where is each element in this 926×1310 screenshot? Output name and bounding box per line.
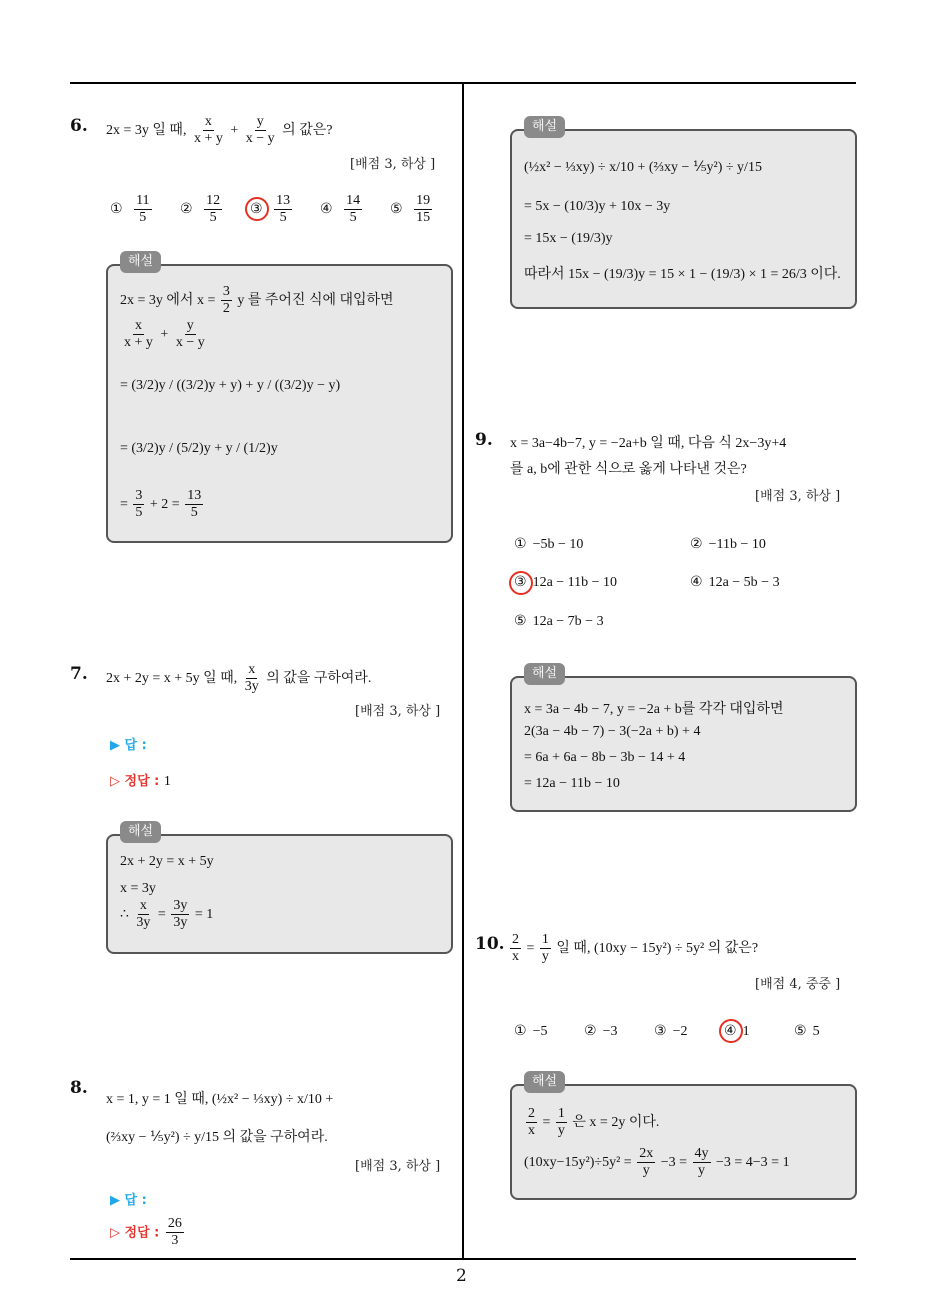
solution-line-2 bbox=[120, 318, 209, 351]
denominator: x − y bbox=[245, 131, 275, 147]
denominator: 3y bbox=[136, 915, 151, 931]
fraction bbox=[174, 318, 207, 351]
choice-marker: ③ bbox=[250, 200, 263, 217]
selected-answer-circle bbox=[509, 571, 533, 595]
choice-marker: ① bbox=[514, 1023, 527, 1039]
question-stem-line-2: (⅔xy − ⅕y²) ÷ y/15 의 값을 구하여라. bbox=[106, 1130, 328, 1145]
choice-marker: ⑤ bbox=[794, 1023, 807, 1039]
solution-line-5 bbox=[120, 488, 205, 521]
solution-line-3: = 6a + 6a − 8b − 3b − 14 + 4 bbox=[524, 750, 686, 765]
text: 은 x = 2y 이다. bbox=[572, 1114, 660, 1130]
solution-line-3 bbox=[120, 898, 213, 931]
denominator: 5 bbox=[349, 210, 357, 226]
text: + 2 = bbox=[149, 496, 180, 512]
bottom-rule bbox=[70, 1258, 856, 1260]
choice-2[interactable] bbox=[690, 536, 766, 553]
text: −3 = 4−3 = 1 bbox=[716, 1154, 790, 1170]
numerator: 2 bbox=[526, 1106, 537, 1123]
choice-marker: ① bbox=[110, 200, 123, 217]
solution-box bbox=[106, 834, 453, 954]
denominator: y bbox=[557, 1123, 565, 1139]
selected-answer-circle bbox=[245, 197, 269, 221]
choice-5[interactable] bbox=[794, 1023, 820, 1040]
choice-text: 12a − 11b − 10 bbox=[532, 575, 618, 590]
denominator: 3y bbox=[244, 679, 259, 695]
denominator: x bbox=[528, 1123, 535, 1139]
denominator: 3 bbox=[171, 1233, 179, 1249]
plus-sign: + bbox=[230, 122, 239, 138]
solution-line-4: = (3/2)y / (5/2)y + y / (1/2)y bbox=[120, 441, 278, 456]
denominator: y bbox=[541, 949, 549, 965]
numerator: 3 bbox=[221, 284, 232, 301]
denominator: x + y bbox=[193, 131, 223, 147]
equals-sign: = bbox=[526, 940, 535, 956]
numerator: x bbox=[133, 318, 144, 335]
solution-line-3: = 15x − (19/3)y bbox=[524, 231, 613, 246]
question-number: 7. bbox=[70, 664, 88, 684]
fraction bbox=[510, 932, 521, 965]
page-number: 2 bbox=[456, 1266, 467, 1286]
solution-box bbox=[510, 676, 857, 812]
numerator: 26 bbox=[166, 1216, 184, 1233]
solution-tag: 해설 bbox=[524, 116, 565, 138]
denominator: x − y bbox=[175, 335, 205, 351]
choice-text: 1 bbox=[742, 1024, 750, 1039]
choice-marker: ③ bbox=[654, 1023, 667, 1039]
fraction bbox=[244, 114, 277, 147]
stem-ask: 의 값을 구하여라. bbox=[266, 670, 372, 686]
score-meta: [배점 4, 중중 ] bbox=[755, 977, 841, 992]
choice-marker: ④ bbox=[690, 574, 703, 590]
numerator: 12 bbox=[204, 193, 222, 210]
numerator: 3 bbox=[133, 488, 144, 505]
fraction bbox=[122, 318, 155, 351]
solution-line-1: x = 3a − 4b − 7, y = −2a + b를 각각 대입하면 bbox=[524, 702, 784, 717]
fraction bbox=[637, 1146, 655, 1179]
choice-2[interactable] bbox=[584, 1023, 617, 1040]
choice-text: −5b − 10 bbox=[532, 537, 584, 552]
denominator: y bbox=[642, 1163, 650, 1179]
answer-prompt[interactable]: ▶ 답 : bbox=[110, 738, 147, 753]
numerator: 2 bbox=[510, 932, 521, 949]
solution-tag: 해설 bbox=[120, 821, 161, 843]
equals-sign: = bbox=[542, 1114, 551, 1130]
score-meta: [배점 3, 하상 ] bbox=[355, 704, 441, 719]
question-number: 9. bbox=[475, 430, 493, 450]
choice-2[interactable] bbox=[180, 193, 224, 226]
column-divider bbox=[462, 83, 464, 1259]
choice-marker: ⑤ bbox=[390, 200, 403, 217]
correct-value bbox=[166, 1216, 184, 1249]
denominator: 5 bbox=[209, 210, 217, 226]
fraction bbox=[274, 193, 292, 226]
solution-line-2: x = 3y bbox=[120, 881, 156, 896]
denominator: 5 bbox=[135, 505, 143, 521]
fraction bbox=[414, 193, 432, 226]
correct-label: ▷ 정답 : bbox=[110, 774, 160, 789]
plus-sign: + bbox=[160, 326, 169, 342]
question-stem bbox=[508, 932, 758, 965]
question-number: 10. bbox=[475, 934, 505, 954]
denominator: 5 bbox=[190, 505, 198, 521]
question-stem bbox=[106, 662, 371, 695]
question-stem-line-1: x = 1, y = 1 일 때, (½x² − ⅓xy) ÷ x/10 + bbox=[106, 1092, 334, 1107]
stem-rest: 일 때, (10xy − 15y²) ÷ 5y² 의 값은? bbox=[556, 940, 759, 956]
numerator: 13 bbox=[185, 488, 203, 505]
numerator: y bbox=[185, 318, 196, 335]
fraction bbox=[556, 1106, 567, 1139]
choice-1[interactable] bbox=[514, 536, 583, 553]
choice-marker: ① bbox=[514, 536, 527, 552]
solution-line-1 bbox=[120, 284, 394, 317]
choice-5[interactable] bbox=[390, 193, 434, 226]
question-stem-line-2: 를 a, b에 관한 식으로 옳게 나타낸 것은? bbox=[510, 462, 747, 477]
numerator: 4y bbox=[693, 1146, 711, 1163]
solution-tag: 해설 bbox=[120, 251, 161, 273]
solution-tag: 해설 bbox=[524, 1071, 565, 1093]
denominator: x bbox=[512, 949, 519, 965]
text: = 1 bbox=[194, 906, 214, 922]
choice-text: 5 bbox=[812, 1024, 820, 1039]
numerator: x bbox=[203, 114, 214, 131]
choice-text: −5 bbox=[532, 1024, 548, 1039]
choice-text: −11b − 10 bbox=[708, 537, 766, 552]
fraction bbox=[693, 1146, 711, 1179]
numerator: x bbox=[138, 898, 149, 915]
denominator: 3y bbox=[173, 915, 188, 931]
stem-condition: 2x + 2y = x + 5y 일 때, bbox=[106, 670, 238, 686]
stem-ask: 의 값은? bbox=[282, 122, 333, 138]
numerator: 19 bbox=[414, 193, 432, 210]
text: y 를 주어진 식에 대입하면 bbox=[237, 292, 394, 308]
text: = bbox=[120, 496, 128, 512]
choice-marker: ② bbox=[584, 1023, 597, 1039]
stem-condition: 2x = 3y 일 때, bbox=[106, 122, 187, 138]
solution-line-4: = 12a − 11b − 10 bbox=[524, 776, 620, 791]
denominator: 5 bbox=[279, 210, 287, 226]
solution-line-1: 2x + 2y = x + 5y bbox=[120, 854, 214, 869]
choice-text: 12a − 7b − 3 bbox=[532, 614, 604, 629]
score-meta: [배점 3, 하상 ] bbox=[350, 157, 436, 172]
text: −3 = bbox=[660, 1154, 687, 1170]
solution-box bbox=[106, 264, 453, 543]
text: (10xy−15y²)÷5y² = bbox=[524, 1154, 632, 1170]
choice-1[interactable] bbox=[514, 1023, 547, 1040]
denominator: x + y bbox=[124, 335, 153, 351]
numerator: x bbox=[246, 662, 257, 679]
question-number: 6. bbox=[70, 116, 88, 136]
fraction bbox=[243, 662, 261, 695]
solution-line-4: 따라서 15x − (19/3)y = 15 × 1 − (19/3) × 1 = 26/3 이다. bbox=[524, 267, 841, 282]
text: 2x = 3y 에서 x = bbox=[120, 292, 216, 308]
numerator: 13 bbox=[274, 193, 292, 210]
correct-label: ▷ 정답 : bbox=[110, 1225, 160, 1241]
fraction bbox=[134, 193, 151, 226]
choice-marker: ④ bbox=[320, 200, 333, 217]
question-stem-line-1: x = 3a−4b−7, y = −2a+b 일 때, 다음 식 2x−3y+4 bbox=[510, 436, 787, 451]
fraction bbox=[185, 488, 203, 521]
choice-5[interactable] bbox=[514, 613, 604, 630]
solution-line-2: = 5x − (10/3)y + 10x − 3y bbox=[524, 199, 671, 214]
choice-marker: ② bbox=[690, 536, 703, 552]
fraction bbox=[171, 898, 189, 931]
fraction bbox=[540, 932, 551, 965]
choice-marker: ④ bbox=[724, 1023, 737, 1039]
numerator: 1 bbox=[556, 1106, 567, 1123]
choice-marker: ⑤ bbox=[514, 613, 527, 629]
choice-text: 12a − 5b − 3 bbox=[708, 575, 780, 590]
numerator: 3y bbox=[171, 898, 189, 915]
solution-line-3: = (3/2)y / ((3/2)y + y) + y / ((3/2)y − y) bbox=[120, 378, 341, 393]
fraction bbox=[344, 193, 362, 226]
choice-text: −3 bbox=[602, 1024, 618, 1039]
fraction bbox=[526, 1106, 537, 1139]
choice-3[interactable] bbox=[654, 1023, 687, 1040]
denominator: 5 bbox=[139, 210, 147, 226]
score-meta: [배점 3, 하상 ] bbox=[755, 489, 841, 504]
solution-line-1 bbox=[524, 1106, 659, 1139]
question-stem bbox=[106, 114, 332, 147]
correct-answer bbox=[110, 1216, 186, 1249]
answer-prompt[interactable]: ▶ 답 : bbox=[110, 1193, 147, 1208]
choice-marker: ② bbox=[180, 200, 193, 217]
choice-text: −2 bbox=[672, 1024, 688, 1039]
solution-line-1: (½x² − ⅓xy) ÷ x/10 + (⅔xy − ⅕y²) ÷ y/15 bbox=[524, 160, 762, 175]
solution-box bbox=[510, 1084, 857, 1200]
fraction bbox=[134, 898, 152, 931]
numerator: y bbox=[255, 114, 266, 131]
selected-answer-circle bbox=[719, 1019, 743, 1043]
numerator: 11 bbox=[134, 193, 151, 210]
fraction bbox=[192, 114, 225, 147]
choice-marker: ③ bbox=[514, 574, 527, 590]
equals-sign: = bbox=[157, 906, 166, 922]
solution-box bbox=[510, 129, 857, 309]
correct-value: 1 bbox=[163, 774, 171, 789]
denominator: y bbox=[698, 1163, 705, 1179]
choice-1[interactable] bbox=[110, 193, 154, 226]
score-meta: [배점 3, 하상 ] bbox=[355, 1159, 441, 1174]
numerator: 1 bbox=[540, 932, 551, 949]
correct-answer bbox=[110, 770, 171, 790]
therefore-symbol: ∴ bbox=[120, 906, 129, 922]
solution-tag: 해설 bbox=[524, 663, 565, 685]
solution-line-2: 2(3a − 4b − 7) − 3(−2a + b) + 4 bbox=[524, 724, 701, 739]
fraction bbox=[221, 284, 232, 317]
choice-4[interactable] bbox=[320, 193, 364, 226]
question-number: 8. bbox=[70, 1078, 88, 1098]
fraction bbox=[133, 488, 144, 521]
numerator: 2x bbox=[637, 1146, 655, 1163]
fraction bbox=[204, 193, 222, 226]
denominator: 15 bbox=[416, 210, 431, 226]
choice-4[interactable] bbox=[690, 574, 780, 591]
denominator: 2 bbox=[222, 301, 230, 317]
solution-line-2 bbox=[524, 1146, 790, 1179]
numerator: 14 bbox=[344, 193, 362, 210]
